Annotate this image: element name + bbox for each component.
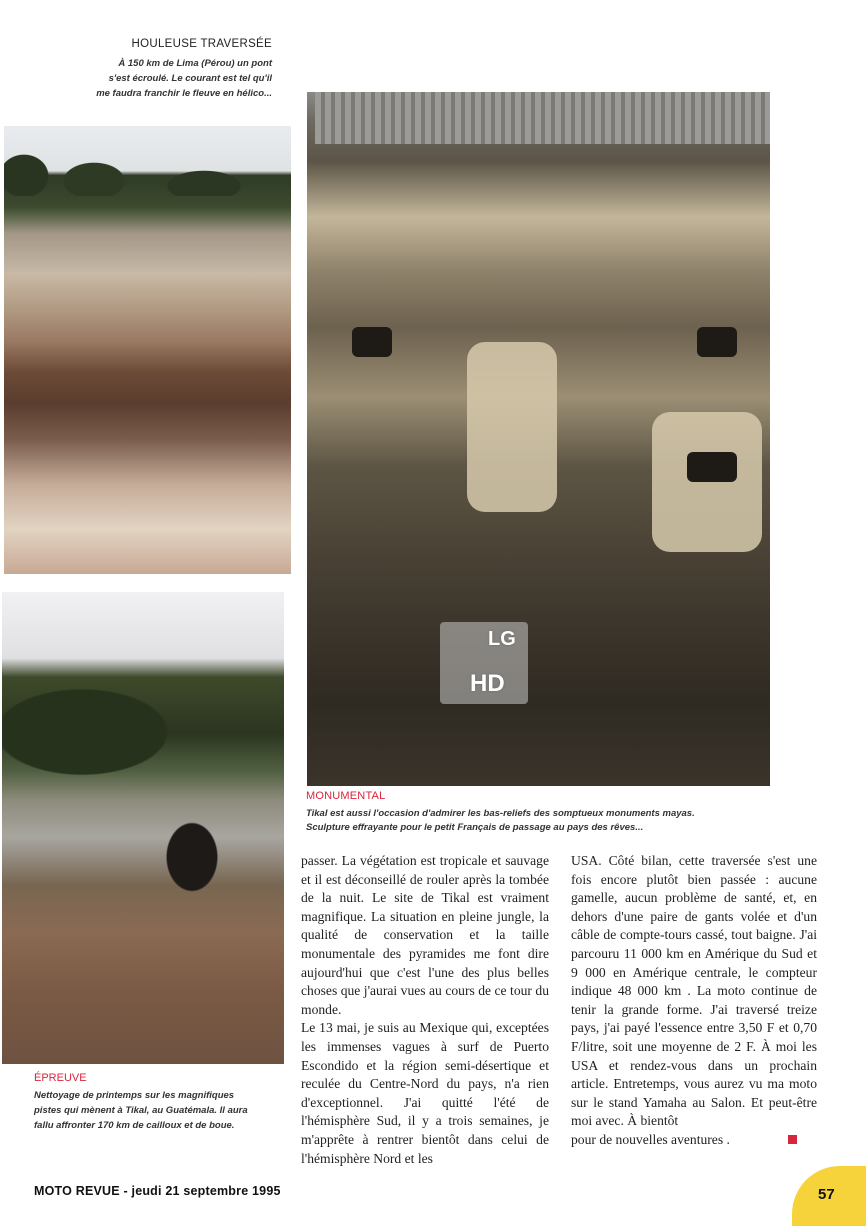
watermark-text-bottom: HD bbox=[470, 670, 505, 697]
caption-line: pistes qui mènent à Tikal, au Guatémala. Il aura bbox=[34, 1105, 248, 1116]
footer-publication: MOTO REVUE - jeudi 21 septembre 1995 bbox=[34, 1184, 281, 1198]
photo-mask-relief-right bbox=[652, 412, 762, 552]
caption-title: HOULEUSE TRAVERSÉE bbox=[131, 38, 272, 50]
photo-mask-eye bbox=[697, 327, 737, 357]
photo-mask-eye bbox=[352, 327, 392, 357]
article-column-1 bbox=[301, 852, 549, 1168]
caption-line: À 150 km de Lima (Pérou) un pont bbox=[118, 58, 272, 69]
caption-line: me faudra franchir le fleuve en hélico... bbox=[96, 88, 272, 99]
caption-title: MONUMENTAL bbox=[306, 790, 386, 802]
watermark-text-top: LG bbox=[488, 628, 516, 650]
caption-text bbox=[306, 807, 776, 835]
caption-epreuve bbox=[34, 1072, 274, 1133]
photo-motorcycle bbox=[142, 792, 242, 922]
page-number-tab bbox=[792, 1166, 866, 1226]
caption-houleuse-traversee bbox=[40, 38, 272, 101]
photo-mayan-mask bbox=[307, 92, 770, 786]
photo-trees bbox=[4, 136, 291, 196]
end-of-article-square-icon bbox=[788, 1135, 797, 1144]
photo-mask-eye bbox=[687, 452, 737, 482]
article-paragraph: USA. Côté bilan, cette traversée s'est une fois encore plutôt bien passée : aucune gamelle, aucun problème de santé, et, en dehors d'une paire de gants volée et d'un câble de compte-tours cassé, tout baigne. J'ai parcouru 11 000 km en Amérique du Sud et 9 000 en Amérique centrale, le compteur indique 48 000 km . La moto continue de tenir la grande forme. J'ai traversé treize pays, j'ai payé l'essence entre 3,50 F et 0,70 F/litre, soit une moyenne de 2 F. À moi les USA et rendez-vous dans un prochain article. Entretemps, vous aurez vu ma moto sur le stand Yamaha au Salon. Et peut-être moi avec. À bientôt bbox=[571, 853, 817, 1129]
photo-river-crossing bbox=[4, 126, 291, 574]
page-number: 57 bbox=[818, 1186, 835, 1203]
caption-line: Nettoyage de printemps sur les magnifiques bbox=[34, 1090, 235, 1101]
caption-line: s'est écroulé. Le courant est tel qu'il bbox=[108, 73, 272, 84]
article-paragraph: passer. La végétation est tropicale et sauvage et il est déconseillé de rouler après la tombée de la nuit. Le site de Tikal est vraiment magnifique. La situation en pleine jungle, la qualité de conservation et la taille monumentale des pyramides me font dire aujourd'hui que c'est l'une des plus belles choses que j'aurai vues au cours de ce tour du monde. bbox=[301, 853, 549, 1017]
caption-text bbox=[34, 1088, 274, 1133]
photo-jungle-road-motorcycle bbox=[2, 592, 284, 1064]
caption-line: fallu affronter 170 km de cailloux et de boue. bbox=[34, 1120, 235, 1131]
photo-mask-relief-left bbox=[467, 342, 557, 512]
caption-line: Sculpture effrayante pour le petit Français de passage au pays des rêves... bbox=[306, 822, 644, 833]
watermark-logo bbox=[440, 622, 528, 704]
article-paragraph: Le 13 mai, je suis au Mexique qui, exceptées les immenses vagues à surf de Puerto Escondido et la région semi-désertique et reculée du Centre-Nord du pays, n'a rien d'exceptionnel. J'ai quitté l'été de l'hémisphère Sud, il y a trois semaines, je m'apprête à rentrer bientôt dans celui de l'hémisphère Nord et les bbox=[301, 1020, 549, 1166]
article-last-line-text: pour de nouvelles aventures . bbox=[571, 1131, 730, 1147]
caption-title: ÉPREUVE bbox=[34, 1072, 87, 1084]
photo-roof bbox=[315, 92, 770, 144]
article-last-line bbox=[571, 1131, 817, 1150]
caption-text bbox=[40, 56, 272, 101]
photo-hill bbox=[2, 662, 242, 782]
article-column-2 bbox=[571, 852, 817, 1150]
caption-monumental bbox=[306, 790, 776, 835]
caption-line: Tikal est aussi l'occasion d'admirer les bas-reliefs des somptueux monuments mayas. bbox=[306, 808, 695, 819]
